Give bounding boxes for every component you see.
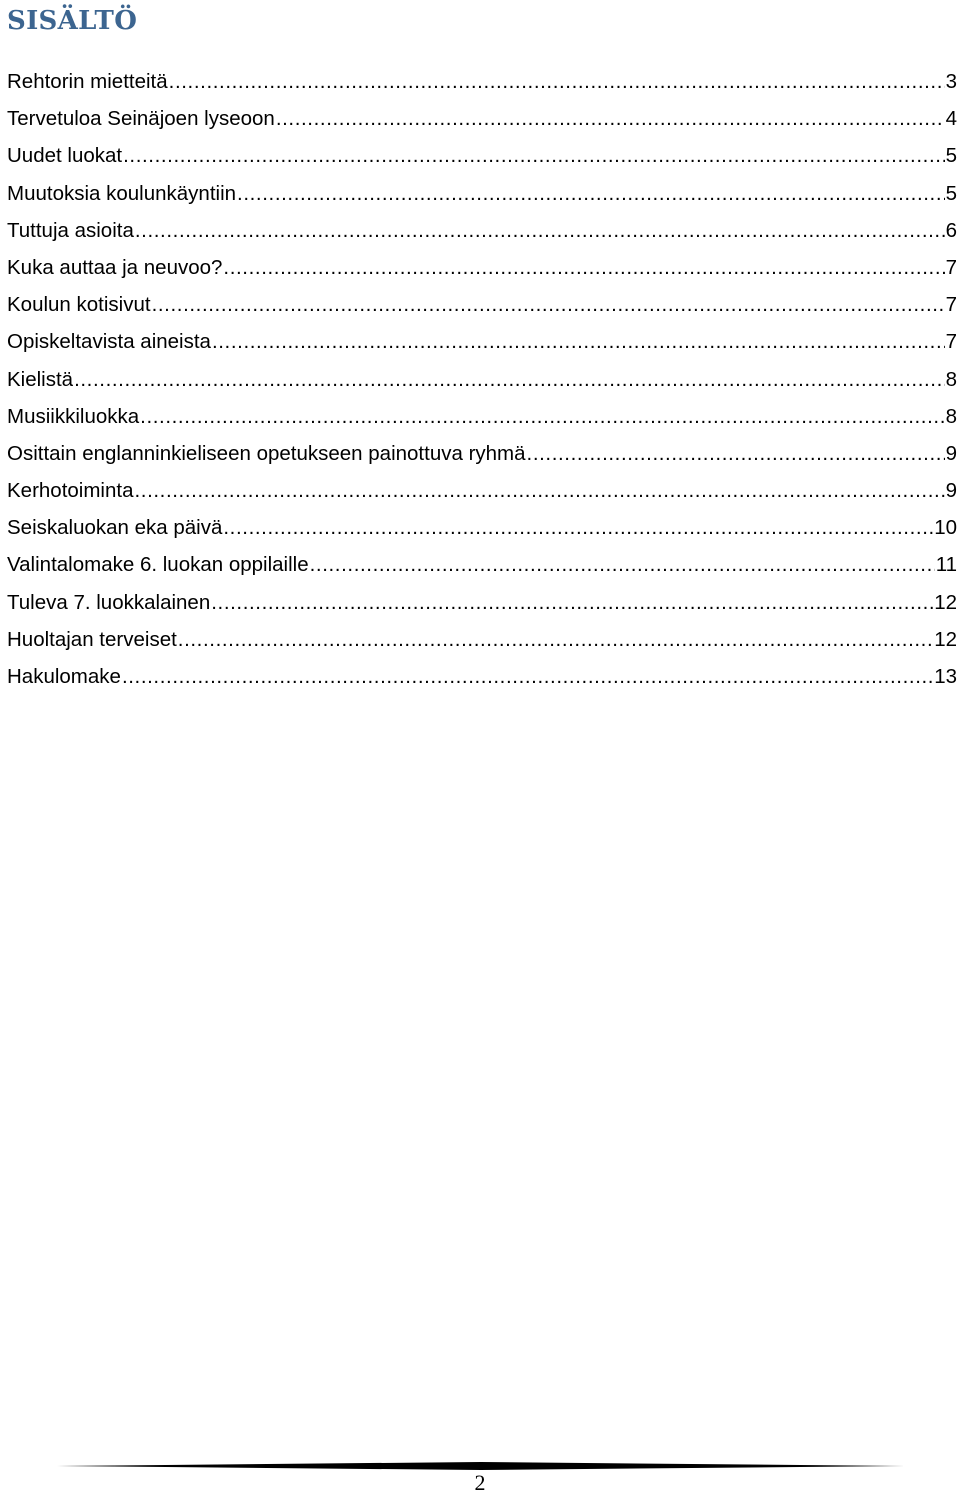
toc-dot-leader [135, 212, 945, 249]
toc-entry[interactable] [7, 249, 957, 286]
toc-dot-leader [276, 100, 945, 137]
toc-entry-title: Rehtorin mietteitä [7, 70, 168, 93]
toc-entry-page: 11 [935, 553, 957, 577]
toc-entry[interactable] [7, 212, 957, 249]
toc-entry-page: 7 [945, 330, 957, 354]
toc-entry-title: Musiikkiluokka [7, 404, 140, 428]
toc-entry[interactable] [7, 472, 957, 509]
toc-dot-leader [134, 472, 944, 509]
toc-entry-title: Osittain englanninkieliseen opetukseen painottuva ryhmä [7, 441, 526, 465]
page-number: 2 [474, 1470, 486, 1495]
toc-entry-page: 13 [934, 665, 957, 688]
toc-entry[interactable] [7, 175, 957, 212]
toc-entry-title: Uudet luokat [7, 144, 123, 168]
toc-dot-leader [140, 398, 944, 435]
toc-entry-title: Opiskeltavista aineista [7, 330, 211, 354]
toc-entry[interactable] [7, 584, 957, 621]
toc-dot-leader [237, 175, 945, 212]
toc-entry-title: Tervetuloa Seinäjoen lyseoon [7, 107, 275, 131]
toc-entry-title: Koulun kotisivut [7, 293, 151, 317]
footer-rule [57, 1462, 905, 1470]
toc-entry-page: 5 [945, 181, 957, 205]
toc-entry[interactable] [7, 435, 957, 472]
toc-entry-page: 4 [945, 107, 957, 131]
toc-dot-leader [223, 249, 944, 286]
toc-dot-leader [152, 286, 945, 323]
toc-entry-page: 9 [945, 441, 957, 465]
toc-entry[interactable] [7, 509, 957, 546]
toc-dot-leader [122, 658, 933, 695]
toc-dot-leader [527, 435, 945, 472]
toc-dot-leader [169, 63, 945, 100]
toc-entry-page: 5 [945, 144, 957, 168]
toc-entry-page: 7 [945, 293, 957, 317]
footer-rule-shape [57, 1462, 905, 1470]
toc-entry[interactable] [7, 546, 957, 583]
toc-entry[interactable] [7, 63, 957, 100]
toc-entry-title: Valintalomake 6. luokan oppilaille [7, 553, 309, 577]
toc-dot-leader [74, 361, 945, 398]
toc-entry[interactable] [7, 361, 957, 398]
toc-entry-page: 10 [934, 516, 957, 540]
toc-entry-title: Kielistä [7, 367, 74, 391]
toc-dot-leader [211, 584, 933, 621]
toc-entry-title: Tuleva 7. luokkalainen [7, 590, 211, 614]
toc-entry-page: 12 [934, 627, 957, 651]
toc-entry[interactable] [7, 286, 957, 323]
table-of-contents [7, 63, 957, 695]
toc-entry[interactable] [7, 323, 957, 360]
toc-dot-leader [178, 621, 933, 658]
toc-dot-leader [212, 323, 945, 360]
toc-entry-page: 8 [945, 404, 957, 428]
toc-entry-title: Kerhotoiminta [7, 479, 134, 503]
toc-entry-page: 8 [945, 367, 957, 391]
toc-entry-page: 9 [945, 479, 957, 503]
toc-entry-page: 3 [945, 70, 957, 93]
toc-entry-page: 7 [945, 255, 957, 279]
toc-entry[interactable] [7, 621, 957, 658]
toc-dot-leader [223, 509, 933, 546]
toc-entry[interactable] [7, 658, 957, 695]
toc-entry-title: Seiskaluokan eka päivä [7, 516, 223, 540]
toc-entry-title: Hakulomake [7, 665, 121, 688]
toc-dot-leader [123, 137, 944, 174]
toc-entry-title: Kuka auttaa ja neuvoo? [7, 255, 223, 279]
toc-entry-title: Muutoksia koulunkäyntiin [7, 181, 237, 205]
toc-entry-title: Tuttuja asioita [7, 218, 134, 242]
toc-entry[interactable] [7, 398, 957, 435]
toc-entry[interactable] [7, 137, 957, 174]
page-title: SISÄLTÖ [7, 6, 138, 36]
toc-entry-page: 6 [945, 218, 957, 242]
toc-entry-page: 12 [934, 590, 957, 614]
toc-dot-leader [310, 546, 935, 583]
toc-entry[interactable] [7, 100, 957, 137]
toc-entry-title: Huoltajan terveiset [7, 627, 177, 651]
